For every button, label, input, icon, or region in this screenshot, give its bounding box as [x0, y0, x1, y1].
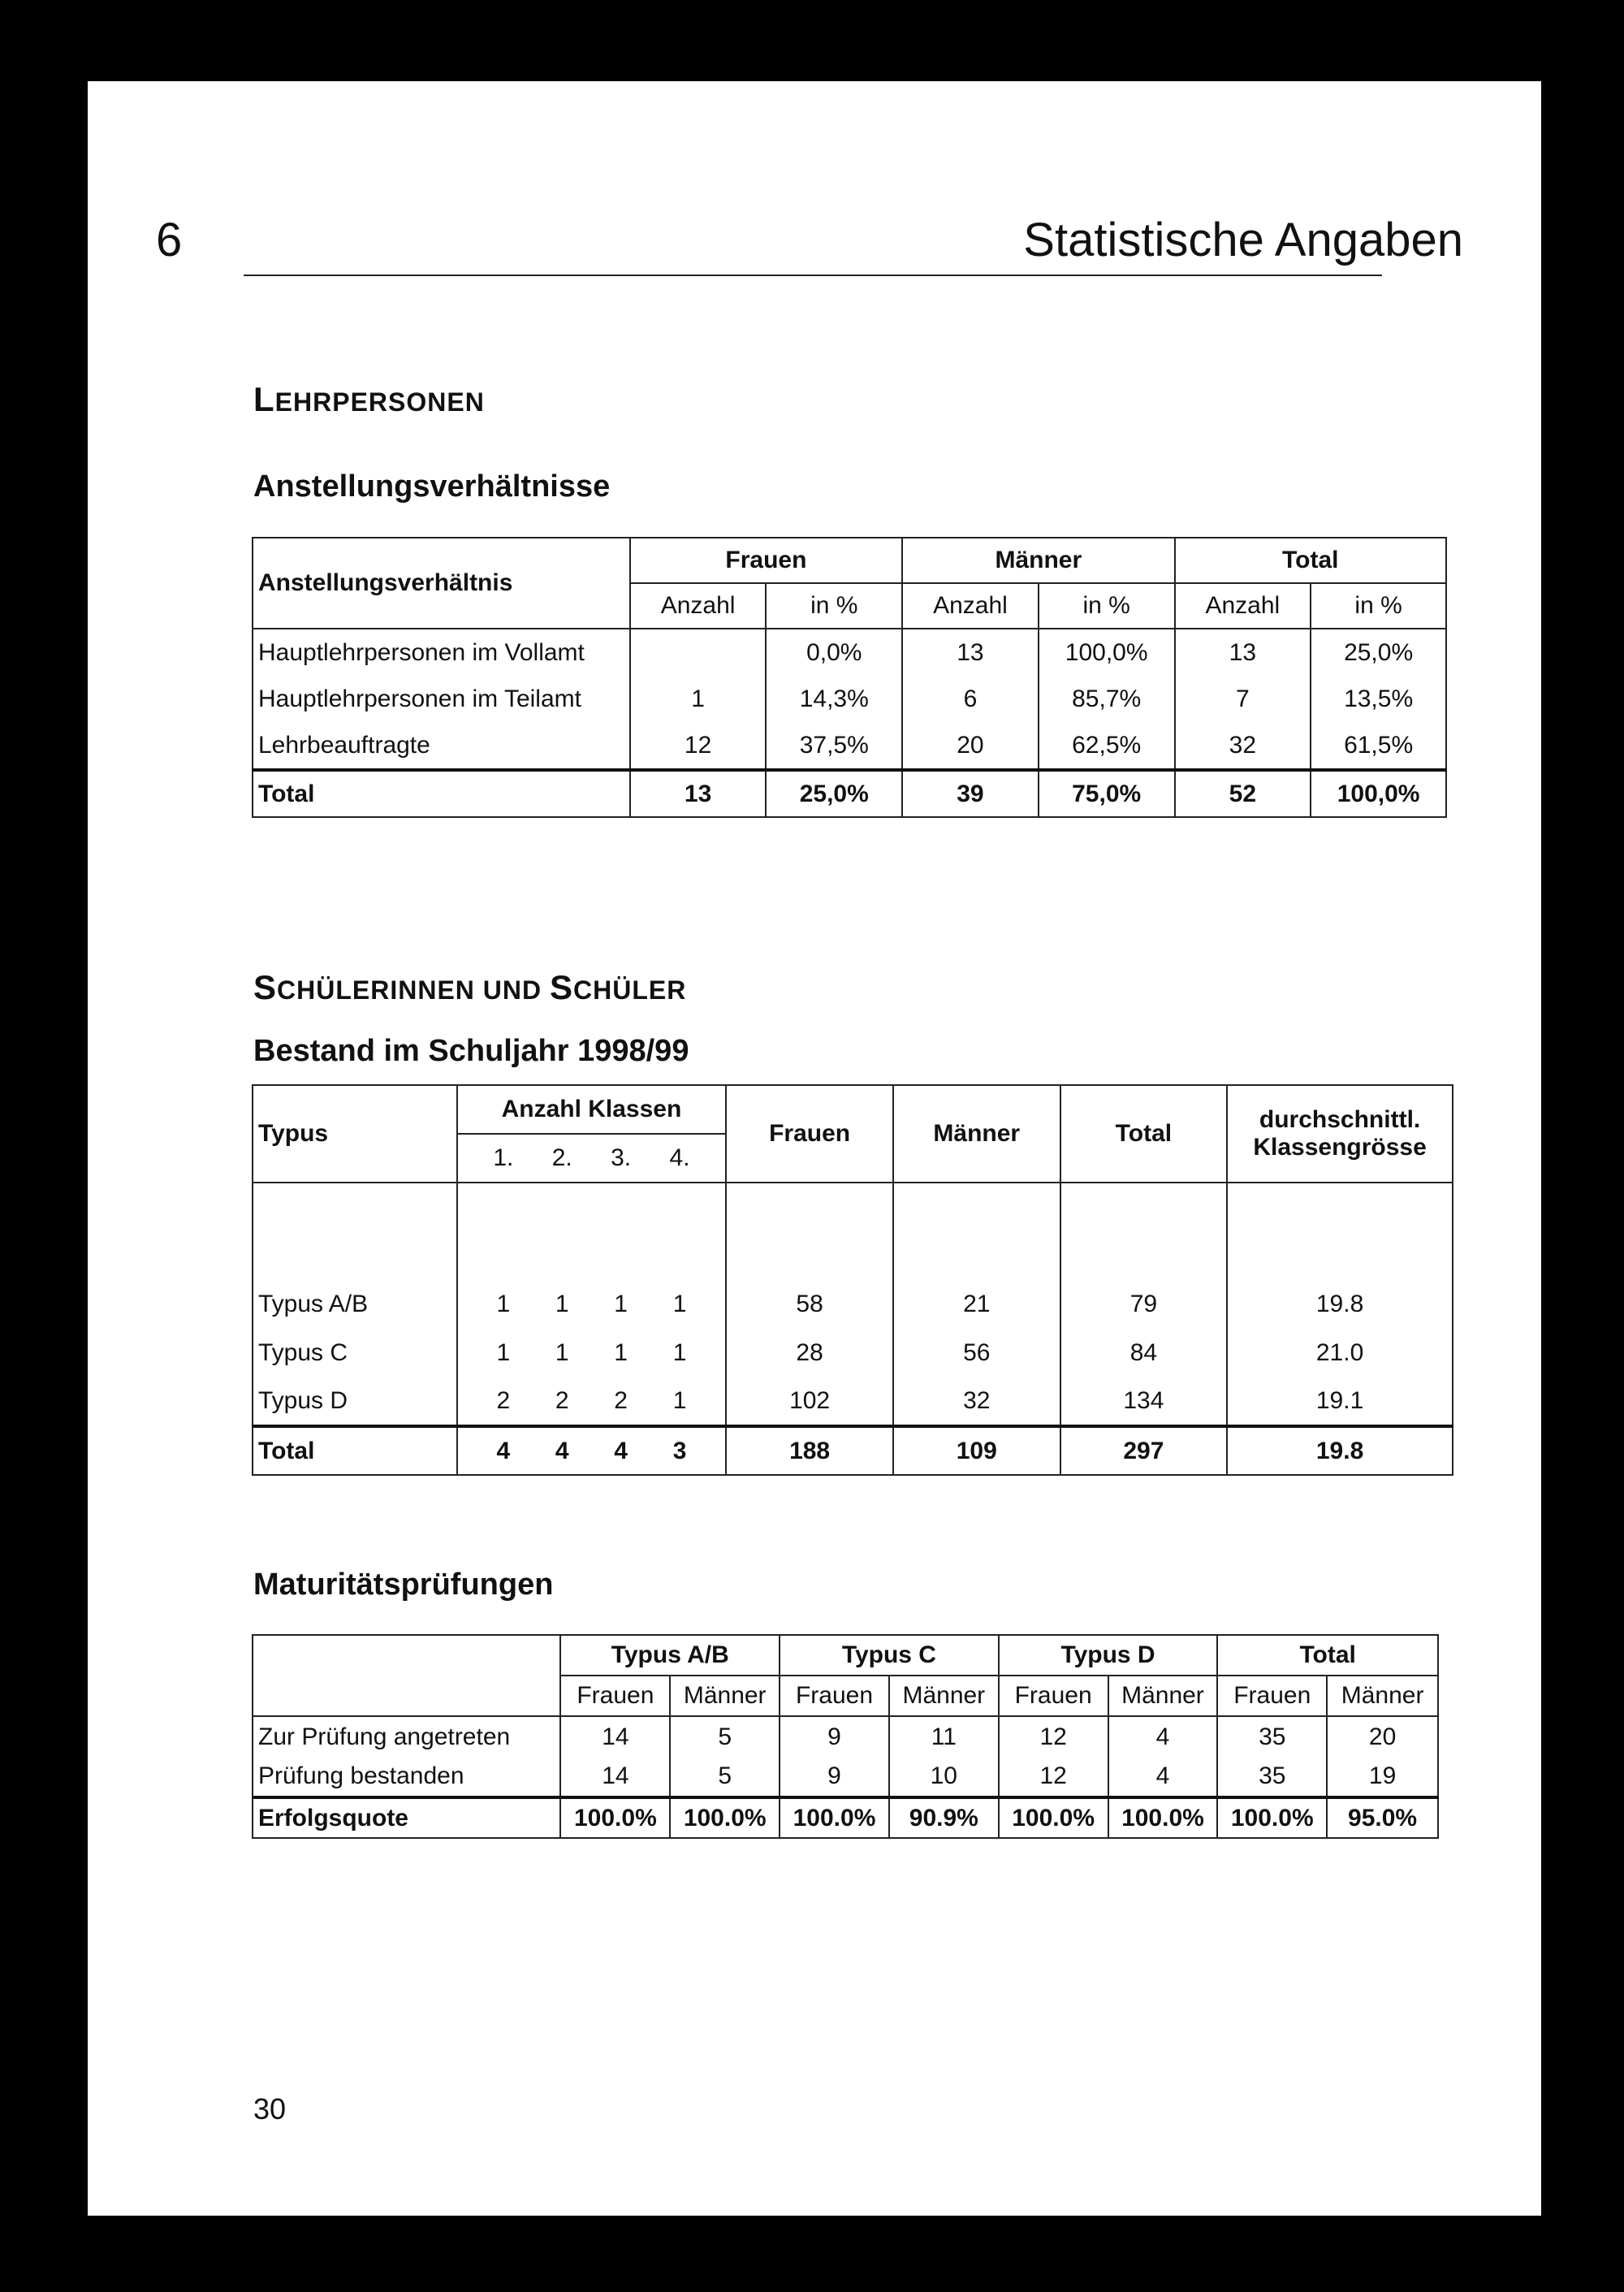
row-label: Typus A/B: [253, 1280, 457, 1329]
chapter-rule: [244, 275, 1382, 276]
subheader-cell: Anzahl: [1175, 583, 1311, 629]
total-cell: 19.8: [1227, 1426, 1453, 1475]
table-cell: 58: [726, 1280, 893, 1329]
subheader-cell: in %: [1311, 583, 1446, 629]
table-cell: 56: [893, 1329, 1060, 1377]
header-anzahl-klassen: Anzahl Klassen: [457, 1085, 727, 1134]
table-cell: 12: [999, 1757, 1108, 1797]
table-cell: 84: [1060, 1329, 1228, 1377]
total-cell: 25,0%: [766, 770, 902, 817]
table-cell: 79: [1060, 1280, 1228, 1329]
row-label: Prüfung bestanden: [253, 1757, 560, 1797]
total-cell: 100.0%: [560, 1797, 670, 1838]
total-row: [253, 1797, 1438, 1838]
klassen-cells: 1 1 1 1: [457, 1280, 727, 1329]
table-cell: 4: [1108, 1757, 1218, 1797]
exams-table: [252, 1634, 1439, 1839]
table-cell: 12: [999, 1716, 1108, 1757]
total-cell: 100.0%: [670, 1797, 780, 1838]
table-cell: 9: [780, 1716, 889, 1757]
total-cell: 100.0%: [1217, 1797, 1327, 1838]
table-cell: 6: [902, 676, 1039, 723]
subheader-cell: Männer: [889, 1676, 999, 1716]
table-cell: 32: [893, 1377, 1060, 1426]
table-cell: 19: [1327, 1757, 1438, 1797]
klassen-cells: 2 2 2 1: [457, 1377, 727, 1426]
header-typus-c: Typus C: [780, 1635, 999, 1676]
students-table: [252, 1084, 1453, 1476]
total-cell: 297: [1060, 1426, 1228, 1475]
table-cell: [630, 629, 767, 676]
row-label: Typus D: [253, 1377, 457, 1426]
header-maenner: Männer: [893, 1085, 1060, 1183]
chapter-number: 6: [156, 214, 183, 266]
total-cell: 75,0%: [1039, 770, 1175, 817]
table-cell: 11: [889, 1716, 999, 1757]
header-total: Total: [1217, 1635, 1438, 1676]
total-row: [253, 770, 1446, 817]
subheading-maturitaetspruefungen: Maturitätsprüfungen: [253, 1568, 554, 1602]
klassen-total-cells: 4 4 4 3: [457, 1426, 727, 1475]
header-frauen: Frauen: [630, 538, 902, 583]
subheader-cell: in %: [1039, 583, 1175, 629]
subheader-cell: Männer: [1108, 1676, 1218, 1716]
subheader-cell: Anzahl: [902, 583, 1039, 629]
table-cell: 13: [1175, 629, 1311, 676]
table-cell: 12: [630, 723, 767, 770]
table-cell: 102: [726, 1377, 893, 1426]
header-typus: Typus: [253, 1085, 457, 1183]
total-cell: 100.0%: [780, 1797, 889, 1838]
spacer-row: [253, 1183, 1453, 1280]
table-cell: 9: [780, 1757, 889, 1797]
header-klassengroesse: durchschnittl. Klassengrösse: [1227, 1085, 1453, 1183]
total-cell: 100.0%: [999, 1797, 1108, 1838]
total-cell: 188: [726, 1426, 893, 1475]
table-row: [253, 1757, 1438, 1797]
subheader-cell: Anzahl: [630, 583, 767, 629]
table-cell: 61,5%: [1311, 723, 1446, 770]
table-cell: 5: [670, 1757, 780, 1797]
table-cell: 20: [902, 723, 1039, 770]
subheading-anstellungsverhaeltnisse: Anstellungsverhältnisse: [253, 469, 611, 504]
table-cell: 19.8: [1227, 1280, 1453, 1329]
table-cell: 28: [726, 1329, 893, 1377]
table-cell: 19.1: [1227, 1377, 1453, 1426]
table-cell: 7: [1175, 676, 1311, 723]
blank-header: [253, 1635, 560, 1716]
chapter-title: Statistische Angaben: [1023, 214, 1463, 266]
header-total: Total: [1175, 538, 1446, 583]
table-row: [253, 1377, 1453, 1426]
table-row: [253, 723, 1446, 770]
table-cell: 85,7%: [1039, 676, 1175, 723]
subheader-cell: Frauen: [780, 1676, 889, 1716]
table-cell: 21.0: [1227, 1329, 1453, 1377]
row-label: Hauptlehrpersonen im Teilamt: [253, 676, 630, 723]
total-cell: 90.9%: [889, 1797, 999, 1838]
row-label: Hauptlehrpersonen im Vollamt: [253, 629, 630, 676]
table-cell: 25,0%: [1311, 629, 1446, 676]
table-cell: 14: [560, 1716, 670, 1757]
table-row: [253, 1716, 1438, 1757]
header-typus-ab: Typus A/B: [560, 1635, 780, 1676]
table-cell: 35: [1217, 1757, 1327, 1797]
table-cell: 13,5%: [1311, 676, 1446, 723]
header-typus-d: Typus D: [999, 1635, 1218, 1676]
page-number: 30: [253, 2092, 287, 2126]
section-heading-schuelerinnen: SCHÜLERINNEN UND SCHÜLER: [253, 968, 687, 1006]
staff-table: [252, 537, 1447, 818]
total-label: Total: [253, 770, 630, 817]
table-cell: 20: [1327, 1716, 1438, 1757]
table-cell: 100,0%: [1039, 629, 1175, 676]
row-label: Lehrbeauftragte: [253, 723, 630, 770]
total-cell: 39: [902, 770, 1039, 817]
total-cell: 109: [893, 1426, 1060, 1475]
total-cell: 100,0%: [1311, 770, 1446, 817]
table-cell: 37,5%: [766, 723, 902, 770]
table-cell: 14,3%: [766, 676, 902, 723]
table-row: [253, 676, 1446, 723]
table-row: [253, 1280, 1453, 1329]
total-cell: 52: [1175, 770, 1311, 817]
table-row: [253, 629, 1446, 676]
header-total: Total: [1060, 1085, 1228, 1183]
header-frauen: Frauen: [726, 1085, 893, 1183]
subheader-cell: Männer: [1327, 1676, 1438, 1716]
subheader-cell: Männer: [670, 1676, 780, 1716]
table-cell: 4: [1108, 1716, 1218, 1757]
table-cell: 14: [560, 1757, 670, 1797]
table-cell: 5: [670, 1716, 780, 1757]
header-anstellungsverhaeltnis: Anstellungsverhältnis: [253, 538, 630, 629]
table-cell: 0,0%: [766, 629, 902, 676]
subheader-cell: Frauen: [999, 1676, 1108, 1716]
klassen-subheader: 1. 2. 3. 4.: [457, 1134, 727, 1183]
subheading-bestand: Bestand im Schuljahr 1998/99: [253, 1034, 689, 1068]
row-label: Zur Prüfung angetreten: [253, 1716, 560, 1757]
subheader-cell: Frauen: [1217, 1676, 1327, 1716]
total-cell: 100.0%: [1108, 1797, 1218, 1838]
total-label: Total: [253, 1426, 457, 1475]
table-cell: 35: [1217, 1716, 1327, 1757]
subheader-cell: Frauen: [560, 1676, 670, 1716]
table-cell: 32: [1175, 723, 1311, 770]
table-cell: 62,5%: [1039, 723, 1175, 770]
table-cell: 10: [889, 1757, 999, 1797]
row-label: Typus C: [253, 1329, 457, 1377]
total-row: [253, 1426, 1453, 1475]
header-maenner: Männer: [902, 538, 1174, 583]
table-cell: 134: [1060, 1377, 1228, 1426]
table-row: [253, 1329, 1453, 1377]
section-heading-lehrpersonen: LEHRPERSONEN: [253, 380, 485, 418]
total-cell: 95.0%: [1327, 1797, 1438, 1838]
table-cell: 13: [902, 629, 1039, 676]
total-label: Erfolgsquote: [253, 1797, 560, 1838]
klassen-cells: 1 1 1 1: [457, 1329, 727, 1377]
total-cell: 13: [630, 770, 767, 817]
table-cell: 21: [893, 1280, 1060, 1329]
table-cell: 1: [630, 676, 767, 723]
subheader-cell: in %: [766, 583, 902, 629]
